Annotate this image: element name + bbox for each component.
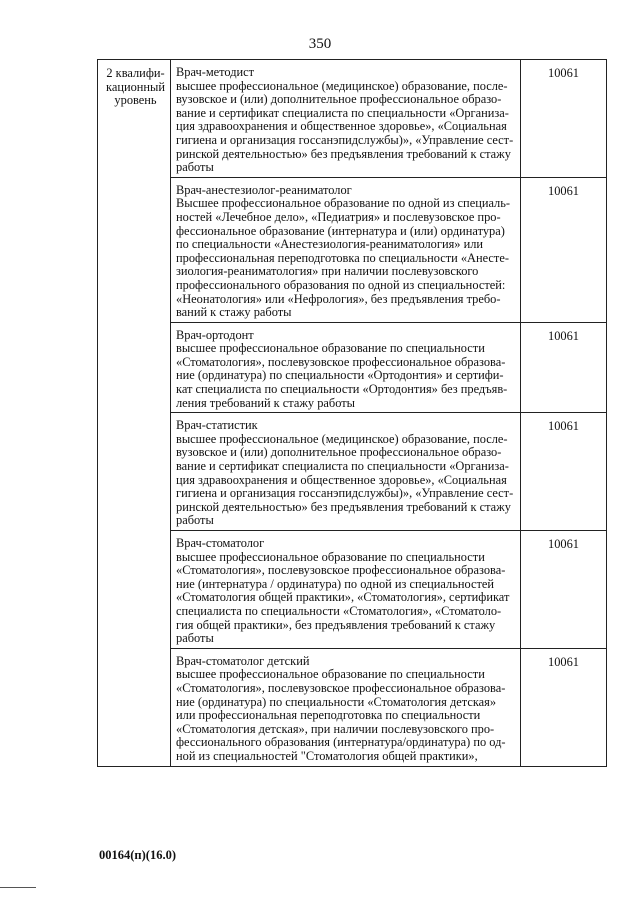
salary-code-cell: 10061	[521, 60, 607, 178]
requirement-text-line: «Стоматология», послевузовское профессиональное образова-	[176, 354, 506, 369]
qualification-table	[97, 59, 607, 767]
requirement-text-line: по специальности «Анестезиология-реаниматология» или	[176, 237, 484, 252]
position-description	[171, 649, 520, 766]
table-row	[98, 60, 607, 178]
requirement-text-line: ления требований к стажу работы	[176, 395, 355, 410]
qualification-level-line: 2 квалифи-	[106, 66, 165, 80]
requirement-text-line: или профессиональная переподготовка по специальности	[176, 708, 481, 723]
position-description-cell	[171, 648, 521, 766]
requirement-text-line: «Стоматология общей практики», «Стоматология», сертификат	[176, 590, 510, 605]
qualification-level-line: уровень	[114, 93, 157, 108]
requirement-text-line: работы	[176, 513, 214, 528]
table-row	[98, 648, 607, 766]
salary-code-cell: 10061	[521, 648, 607, 766]
qualification-level-cell	[98, 60, 171, 767]
qualification-level-line: кационный	[105, 79, 165, 94]
document-code: 00164(п)(16.0)	[99, 848, 176, 862]
table-row	[98, 413, 607, 531]
requirement-text-line: ностей «Лечебное дело», «Педиатрия» и послевузовское про-	[176, 209, 501, 224]
position-title: Врач-ортодонт	[176, 327, 254, 342]
position-description	[171, 531, 520, 648]
requirement-text-line: Высшее профессиональное образование по одной из специаль-	[176, 196, 511, 211]
position-title: Врач-стоматолог детский	[176, 653, 310, 668]
table-body	[98, 60, 607, 767]
requirement-text-line: ция здравоохранения и общественное здоровье», «Социальная	[176, 119, 507, 134]
requirement-text-line: ринской деятельностью» без предъявления требований к стажу	[176, 499, 511, 514]
requirement-text-line: высшее профессиональное образование по специальности	[176, 549, 485, 564]
requirement-text-line: высшее профессиональное образование по специальности	[176, 341, 485, 356]
requirement-text-line: работы	[176, 160, 214, 175]
requirement-text-line: ной из специальностей "Стоматология общей практики»,	[176, 748, 478, 763]
requirement-text-line: вание и сертификат специалиста по специальности «Организа-	[176, 105, 509, 120]
requirement-text-line: «Стоматология детская», при наличии послевузовского про-	[176, 721, 495, 736]
salary-code-cell: 10061	[521, 322, 607, 413]
requirement-text-line: вание и сертификат специалиста по специальности «Организа-	[176, 459, 509, 474]
position-description-cell	[171, 413, 521, 531]
requirement-text-line: фессиональное образование (интернатура и (или) ординатура)	[176, 223, 505, 238]
table-row	[98, 531, 607, 649]
position-title: Врач-стоматолог	[176, 536, 265, 550]
requirement-text-line: специалиста по специальности «Стоматология», «Стоматоло-	[176, 603, 502, 618]
position-description-cell	[171, 60, 521, 178]
salary-code-cell: 10061	[521, 413, 607, 531]
requirement-text-line: фессионального образования (интернатура/ординатура) по од-	[176, 735, 506, 750]
requirement-text-line: высшее профессиональное (медицинское) образование, после-	[176, 431, 508, 446]
position-title: Врач-методист	[176, 65, 255, 79]
requirement-text-line: зиология-реаниматология» при наличии послевузовского	[176, 264, 479, 279]
salary-code-cell: 10061	[521, 531, 607, 649]
requirement-text-line: профессиональная переподготовка по специальности «Анесте-	[176, 250, 509, 265]
table-row	[98, 322, 607, 413]
corner-mark	[0, 887, 36, 888]
requirement-text-line: «Стоматология», послевузовское профессиональное образова-	[176, 680, 506, 695]
requirement-text-line: гигиена и организация госсанэпидслужбы)», «Управление сест-	[176, 486, 514, 501]
table-row	[98, 177, 607, 322]
requirement-text-line: ние (ординатура) по специальности «Ортодонтия» и сертифи-	[176, 368, 504, 383]
position-title: Врач-анестезиолог-реаниматолог	[176, 182, 352, 197]
page-number: 350	[308, 36, 332, 52]
position-description-cell	[171, 322, 521, 413]
requirement-text-line: вузовское и (или) дополнительное профессиональное образо-	[176, 445, 502, 460]
requirement-text-line: ние (ординатура) по специальности «Стоматология детская»	[176, 694, 497, 709]
position-description-cell	[171, 177, 521, 322]
requirement-text-line: кат специалиста по специальности «Ортодонтия» без предъяв-	[176, 382, 508, 397]
requirement-text-line: «Неонатология» или «Нефрология», без предъявления требо-	[176, 291, 501, 306]
salary-code-cell: 10061	[521, 177, 607, 322]
requirement-text-line: вузовское и (или) дополнительное профессиональное образо-	[176, 92, 502, 107]
requirement-text-line: ринской деятельностью» без предъявления требований к стажу	[176, 146, 511, 161]
requirement-text-line: работы	[176, 631, 214, 646]
requirement-text-line: ция здравоохранения и общественное здоровье», «Социальная	[176, 472, 507, 487]
requirement-text-line: «Стоматология», послевузовское профессиональное образова-	[176, 563, 506, 578]
requirement-text-line: высшее профессиональное образование по специальности	[176, 667, 485, 682]
requirement-text-line: гия общей практики», без предъявления требований к стажу	[176, 617, 496, 632]
requirement-text-line: ваний к стажу работы	[176, 305, 292, 320]
position-description	[171, 178, 520, 322]
position-description	[171, 413, 520, 530]
position-title: Врач-статистик	[176, 418, 258, 433]
requirement-text-line: высшее профессиональное (медицинское) образование, после-	[176, 78, 508, 93]
position-description	[171, 323, 520, 413]
requirement-text-line: гигиена и организация госсанэпидслужбы)», «Управление сест-	[176, 132, 514, 147]
requirement-text-line: профессионального образования по одной из специальностей:	[176, 277, 506, 292]
position-description	[171, 60, 520, 177]
requirement-text-line: ние (интернатура / ординатура) по одной из специальностей	[176, 576, 495, 591]
position-description-cell	[171, 531, 521, 649]
